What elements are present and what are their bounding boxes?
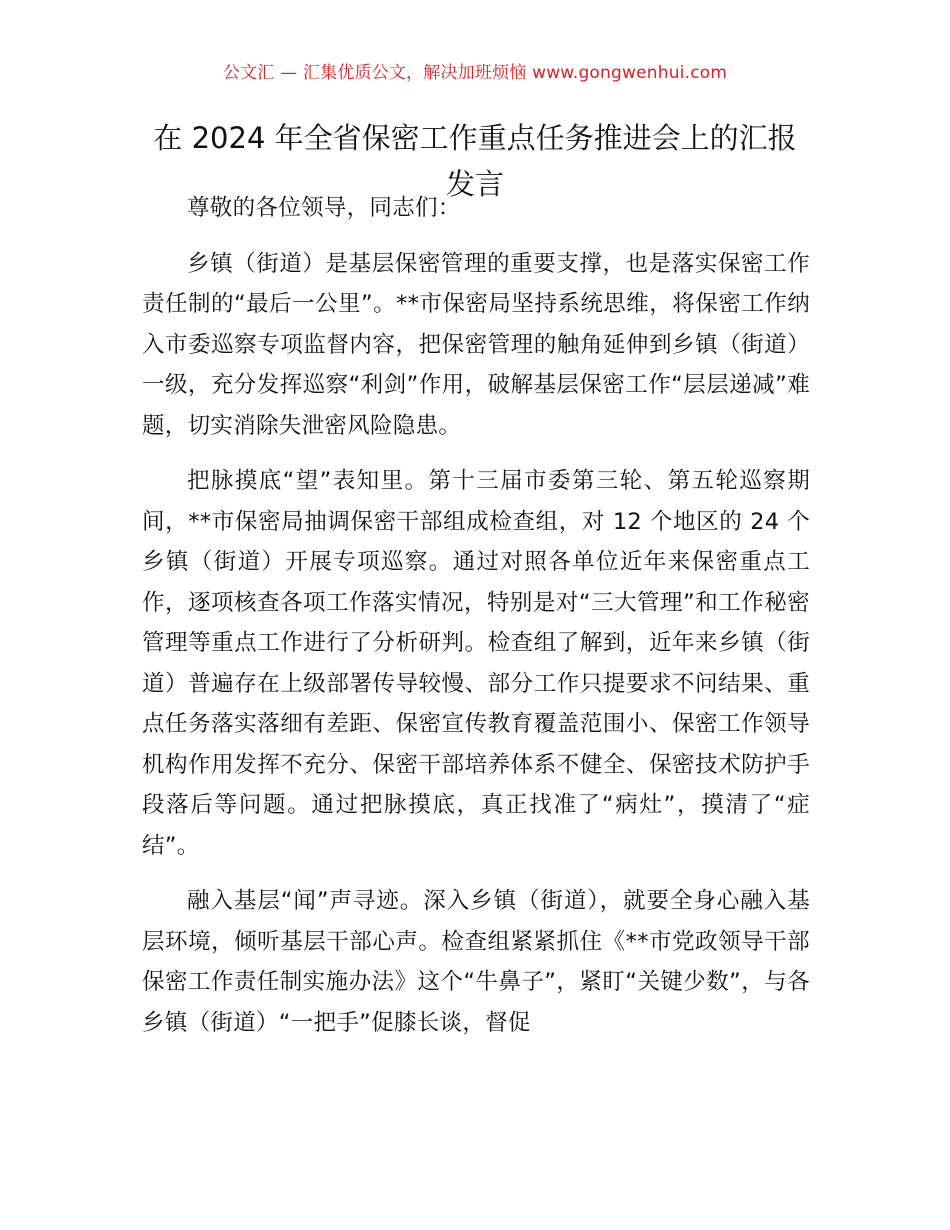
document-title: 在 2024 年全省保密工作重点任务推进会上的汇报发言 [153,121,797,201]
paragraph-listening: 融入基层“闻”声寻迹。深入乡镇（街道），就要全身心融入基层环境，倾听基层干部心声。检查组紧紧抓住《**市党政领导干部保密工作责任制实施办法》这个“牛鼻子”，紧盯“关键少数”，与各乡镇（街道）“一把手”促膝长谈，督促 [142,888,810,1036]
watermark-header: 公文汇 — 汇集优质公文，解决加班烦恼 www.gongwenhui.com [222,63,728,83]
paragraph-diagnosis: 把脉摸底“望”表知里。第十三届市委第三轮、第五轮巡察期间，**市保密局抽调保密干部组成检查组，对 12 个地区的 24 个乡镇（街道）开展专项巡察。通过对照各单位近年来保密重点工作，逐项核查各项工作落实情况，特别是对“三大管理”和工作秘密管理等重点工作进行了分析研判。检查组了解到，近年来乡镇（街道）普遍存在上级部署传导较慢、部分工作只提要求不问结果、重点任务落实落细有差距、保密宣传教育覆盖范围小、保密工作领导机构作用发挥不充分、保密干部培养体系不健全、保密技术防护手段落后等问题。通过把脉摸底，真正找准了“病灶”，摸清了“症结”。 [142,468,810,859]
paragraph-intro: 乡镇（街道）是基层保密管理的重要支撑，也是落实保密工作责任制的“最后一公里”。**市保密局坚持系统思维，将保密工作纳入市委巡察专项监督内容，把保密管理的触角延伸到乡镇（街道）一级，充分发挥巡察“利剑”作用，破解基层保密工作“层层递减”难题，切实消除失泄密风险隐患。 [142,250,810,439]
salutation: 尊敬的各位领导，同志们： [187,195,461,221]
document-body [142,188,810,1058]
